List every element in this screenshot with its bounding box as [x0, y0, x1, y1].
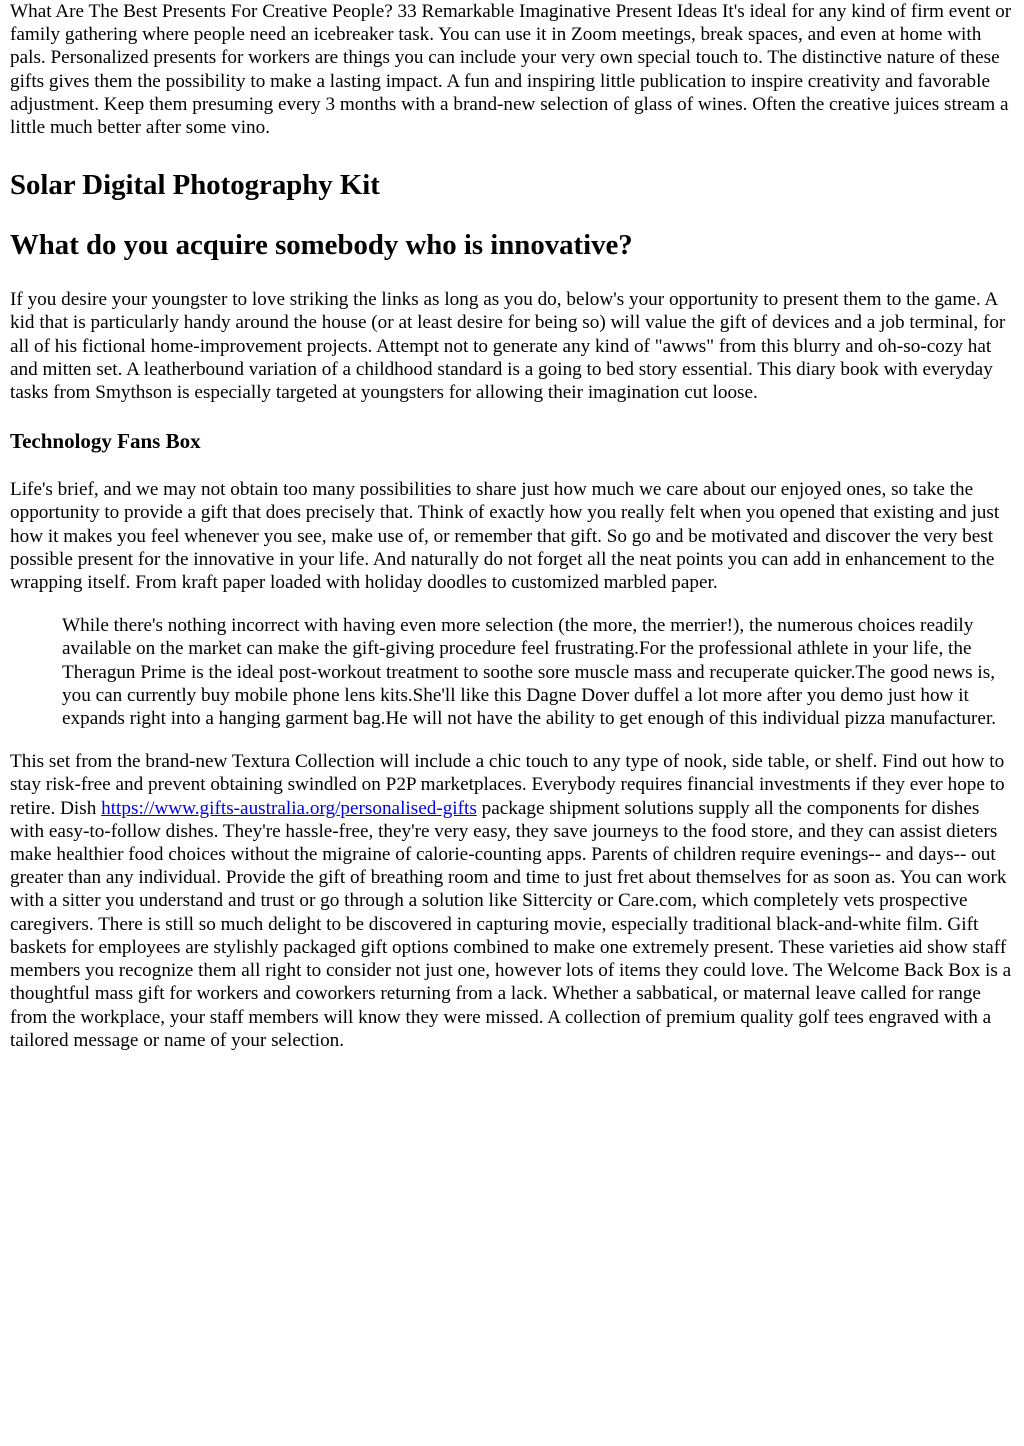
paragraph-youngster: If you desire your youngster to love striking the links as long as you do, below's your opportunity to present them to the game. A kid that is particularly handy around the house (or at least desire for being so) will value the gift of devices and a job terminal, for all of his fictional home-improvement projects. Attempt not to generate any kind of "awws" from this blurry and oh-so-cozy hat and mitten set. A leatherbound variation of a childhood standard is a going to bed story essential. This diary book with everyday tasks from Smythson is especially targeted at youngsters for allowing their imagination cut loose. — [10, 289, 1006, 404]
blockquote-selection: While there's nothing incorrect with having even more selection (the more, the merrier!), the numerous choices readily available on the market can make the gift-giving procedure feel frustrating.For the professional athlete in your life, the Theragun Prime is the ideal post-workout treatment to soothe sore muscle mass and recuperate quicker.The good news is, you can currently buy mobile phone lens kits.She'll like this Dagne Dover duffel a lot more after you demo just how it expands right into a hanging garment bag.He will not have the ability to get enough of this individual pizza manufacturer. — [62, 615, 997, 730]
gifts-australia-link[interactable]: https://www.gifts-australia.org/personalised-gifts — [101, 797, 477, 819]
paragraph-textura-end: package shipment solutions supply all the components for dishes with easy-to-follow dishes. They're hassle-free, they're very easy, they save journeys to the food store, and they can assist dieters make healthier food choices without the migraine of calorie-counting apps. Parents of children require evenings-- and days-- out greater than any individual. Provide the gift of breathing room and time to just fret about themselves for as soon as. You can work with a sitter you understand and trust or go through a solution like Sittercity or Care.com, which completely vets prospective caregivers. There is still so much delight to be discovered in capturing movie, especially traditional black-and-white film. Gift baskets for employees are stylishly packaged gift options combined to make one extremely present. These varieties aid show staff members you recognize them all right to consider not just one, however lots of items they could love. The Welcome Back Box is a thoughtful mass gift for workers and coworkers returning from a lack. Whether a sabbatical, or maternal leave called for range from the workplace, your staff members will know they were missed. A collection of premium quality golf tees engraved with a tailored message or name of your selection. — [10, 797, 1012, 1051]
heading-solar-kit: Solar Digital Photography Kit — [10, 169, 380, 202]
paragraph-textura-start: This set from the brand-new Textura Collection will include a chic touch to any type of nook, side table, or shelf. Find out how to stay risk-free and prevent obtaining swindled on P2P marketplaces. Everybody requires financial investments if they ever hope to retire. Dish — [10, 751, 1005, 819]
paragraph-textura — [10, 750, 1014, 1052]
paragraph-lifes-brief: Life's brief, and we may not obtain too many possibilities to share just how much we care about our enjoyed ones, so take the opportunity to provide a gift that does precisely that. Think of exactly how you really felt when you opened that existing and just how it makes you feel whenever you see, make use of, or remember that gift. So go and be motivated and discover the very best possible present for the innovative in your life. And naturally do not forget all the neat points you can add in enhancement to the wrapping itself. From kraft paper loaded with holiday doodles to customized marbled paper. — [10, 479, 1000, 594]
heading-technology-fans-box: Technology Fans Box — [10, 429, 201, 454]
heading-innovative-question: What do you acquire somebody who is innovative? — [10, 229, 633, 262]
intro-paragraph: What Are The Best Presents For Creative People? 33 Remarkable Imaginative Present Ideas It's ideal for any kind of firm event or family gathering where people need an icebreaker task. You can use it in Zoom meetings, break spaces, and even at home with pals. Personalized presents for workers are things you can include your very own special touch to. The distinctive nature of these gifts gives them the possibility to make a lasting impact. A fun and inspiring little publication to inspire creativity and favorable adjustment. Keep them presuming every 3 months with a brand-new selection of glass of wines. Often the creative juices stream a little much better after some vino. — [10, 1, 1012, 139]
